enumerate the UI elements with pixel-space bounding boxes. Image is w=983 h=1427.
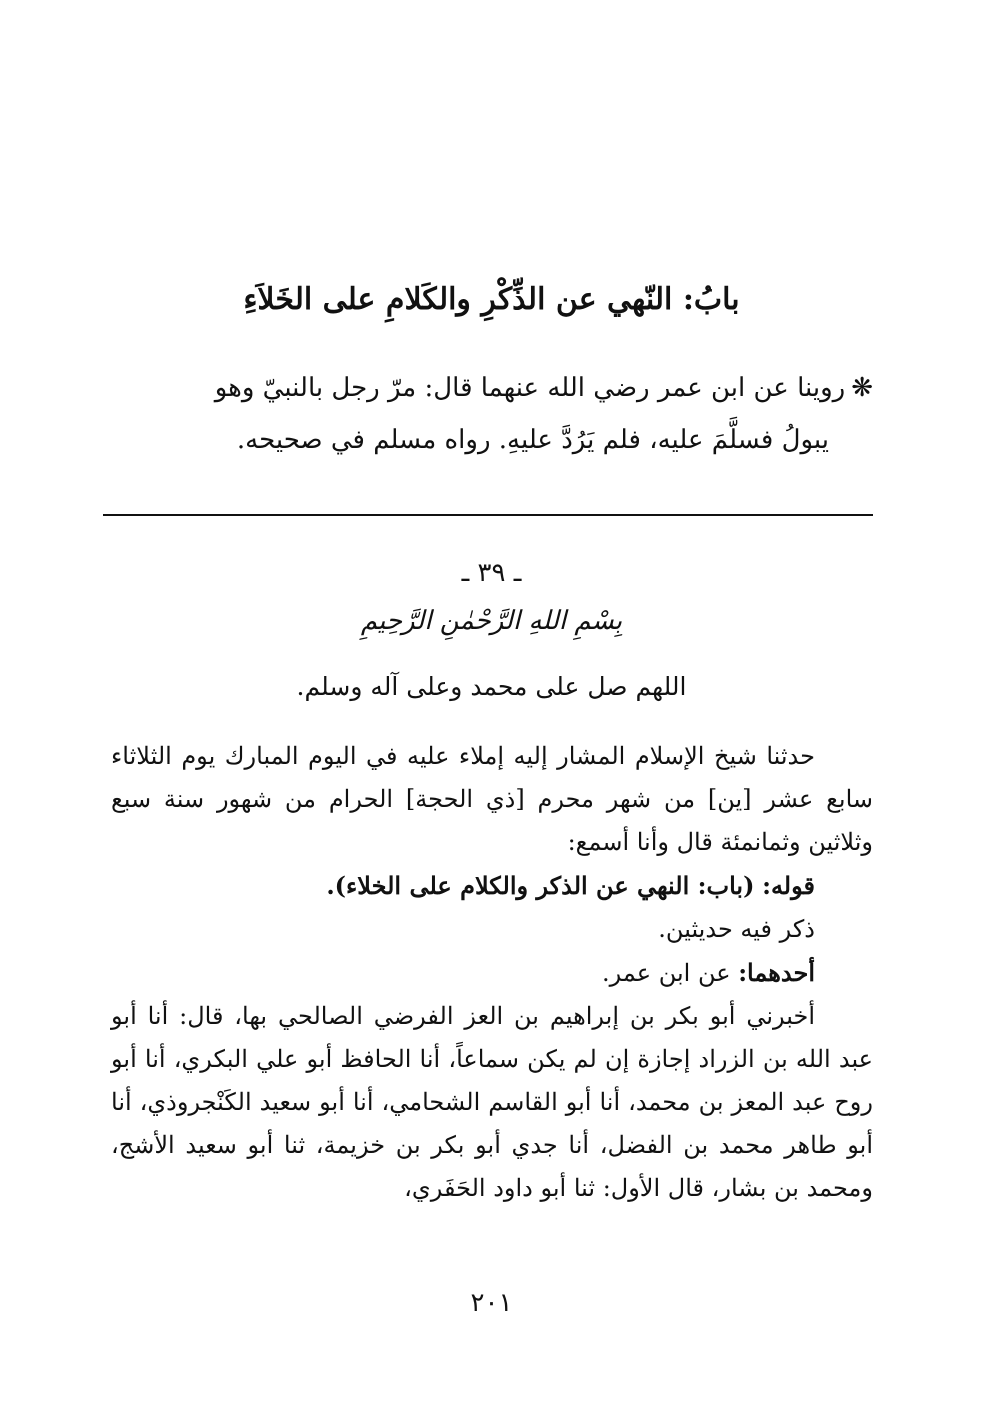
ahaduhuma-text: عن ابن عمر. bbox=[602, 959, 731, 987]
intro-paragraph: حدثنا شيخ الإسلام المشار إليه إملاء عليه في اليوم المبارك يوم الثلاثاء سابع عشر [ين] من شهر محرم [ذي الحجة] الحرام من شهور سنة سبع وثلاثين وثمانمئة قال وأنا أسمع: bbox=[111, 742, 873, 856]
asterism-icon: ❋ bbox=[851, 373, 873, 403]
basmala: بِسْمِ اللهِ الرَّحْمٰنِ الرَّحِيمِ bbox=[360, 606, 623, 636]
dhikr-line: ذكر فيه حديثين. bbox=[658, 915, 815, 943]
hadith-line-2: يبولُ فسلَّمَ عليه، فلم يَرُدَّ عليهِ. رواه مسلم في صحيحه. bbox=[236, 425, 829, 455]
chapter-title: بابُ: النّهي عن الذِّكْرِ والكَلامِ على الخَلاَءِ bbox=[243, 282, 740, 317]
salawat-line: اللهم صل على محمد وعلى آله وسلم. bbox=[296, 672, 687, 701]
divider-line bbox=[103, 514, 873, 516]
page-number: ٢٠١ bbox=[470, 1288, 513, 1318]
commentary-body bbox=[111, 735, 873, 1210]
ahaduhuma-label: أحدهما: bbox=[738, 958, 815, 987]
isnad-paragraph: أخبرني أبو بكر بن إبراهيم بن العز الفرضي الصالحي بها، قال: أنا أبو عبد الله بن الزراد إجازة إن لم يكن سماعاً، أنا الحافظ أبو علي البكري، أنا أبو روح عبد المعز بن محمد، أنا أبو القاسم الشحامي، أنا أبو سعيد الكَنْجروذي، أنا أبو طاهر محمد بن الفضل، أنا جدي أبو بكر بن خزيمة، ثنا أبو سعيد الأشج، ومحمد بن بشار، قال الأول: ثنا أبو داود الحَفَري، bbox=[111, 1002, 874, 1202]
section-number: ـ ٣٩ ـ bbox=[461, 558, 522, 588]
hadith-block bbox=[103, 362, 873, 466]
qawluhu-text: (باب: النهي عن الذكر والكلام على الخلاء). bbox=[326, 871, 755, 900]
qawluhu-label: قوله: bbox=[762, 871, 815, 900]
ahaduhuma-line bbox=[111, 951, 873, 995]
qawluhu-line bbox=[111, 864, 873, 908]
hadith-line-1 bbox=[103, 362, 873, 414]
hadith-text-1: روينا عن ابن عمر رضي الله عنهما قال: مرّ رجل بالنبيّ وهو bbox=[214, 373, 846, 403]
